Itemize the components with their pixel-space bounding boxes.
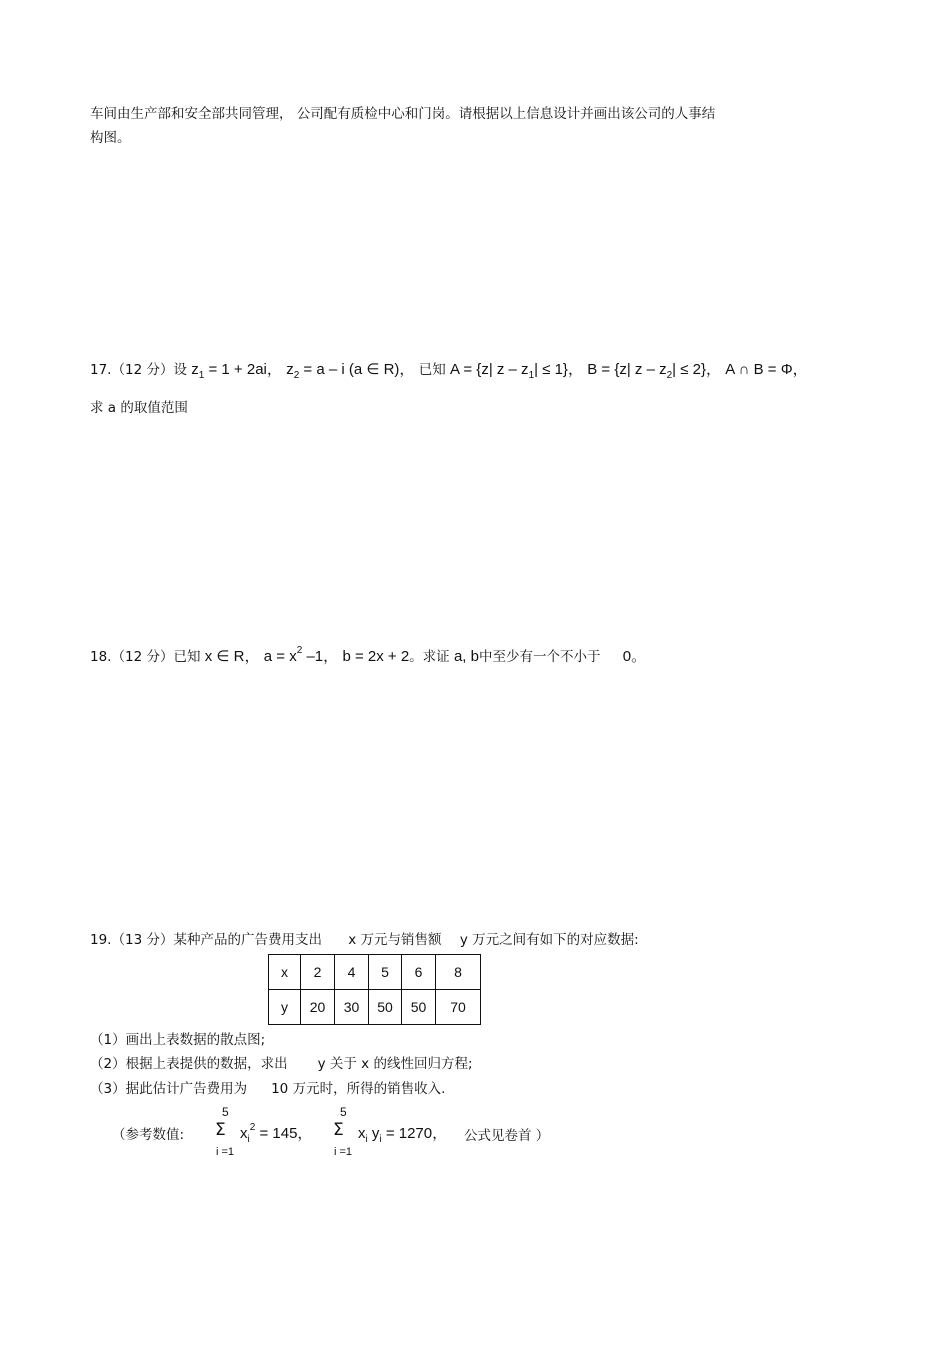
- q18-b-def: b = 2x + 2: [342, 648, 410, 665]
- table-cell: 30: [335, 990, 369, 1025]
- q19-sub2: （2）根据上表提供的数据，求出 y 关于 x 的线性回归方程;: [90, 1056, 473, 1072]
- table-header-x: x: [269, 955, 301, 990]
- sum2-sigma: Σ: [333, 1120, 344, 1140]
- q17-set-b: B = {z| $z - z_2| \le 2$}，: [587, 361, 721, 381]
- table-cell: 5: [369, 955, 402, 990]
- q18-zero: 0。: [622, 648, 647, 665]
- table-row-y: [269, 990, 481, 1025]
- q16-text-line1: 车间由生产部和安全部共同管理， 公司配有质检中心和门岗。请根据以上信息设计并画出该公司的人事结: [90, 106, 716, 122]
- q16-text-line2: 构图。: [90, 130, 131, 146]
- table-cell: 20: [301, 990, 335, 1025]
- q19-sub1: （1）画出上表数据的散点图;: [90, 1032, 266, 1048]
- data-table: [268, 954, 481, 1025]
- q18-number: 18.: [90, 649, 112, 665]
- q17-score: （12 分）设: [111, 362, 187, 378]
- table-cell: 2: [301, 955, 335, 990]
- q17-line1: [90, 360, 808, 382]
- q19-line1: [90, 930, 639, 950]
- q18-a-def: $a = x^2$ –1，: [263, 645, 339, 665]
- q17-known: 已知: [418, 362, 446, 378]
- q17-line2: 求 a 的取值范围: [90, 400, 188, 416]
- table-cell: 70: [436, 990, 481, 1025]
- q17-number: 17.: [90, 362, 112, 378]
- sum2-lower: i =1: [334, 1146, 353, 1158]
- q19-y-text: y 万元之间有如下的对应数据:: [459, 932, 639, 948]
- table-row-x: [269, 955, 481, 990]
- reference-tail: 公式见卷首 ）: [464, 1128, 550, 1144]
- table-cell: 50: [369, 990, 402, 1025]
- q18-tail: 中至少有一个不小于: [479, 649, 601, 665]
- q17-set-a: A = {z| $z - z_1| \le 1$}，: [450, 361, 583, 381]
- q19-text: （13 分）某种产品的广告费用支出: [111, 932, 322, 948]
- table-cell: 8: [436, 955, 481, 990]
- sum1-expression: $x_i^2 = 145$，: [240, 1122, 313, 1145]
- table-cell: 50: [402, 990, 436, 1025]
- sum1-sigma: Σ: [215, 1120, 226, 1140]
- q18-prove: 。求证: [409, 649, 450, 665]
- q18-ab: a, b: [453, 648, 479, 665]
- q18-condition: x ∈ R，: [204, 648, 260, 665]
- table-cell: 6: [402, 955, 436, 990]
- q19-sub3: （3）据此估计广告费用为 10 万元时，所得的销售收入.: [90, 1081, 446, 1097]
- sum1-lower: i =1: [216, 1146, 235, 1158]
- reference-label: （参考数值:: [112, 1127, 185, 1143]
- table-header-y: y: [269, 990, 301, 1025]
- q17-z1-eq: $z_1 = 1 + 2ai$，: [191, 361, 282, 381]
- table-cell: 4: [335, 955, 369, 990]
- q19-number: 19.: [90, 932, 112, 948]
- q18-line: [90, 647, 646, 669]
- sum2-expression: $x_i$ $y_i = 1270$，: [358, 1125, 448, 1145]
- sum2-upper: 5: [340, 1105, 347, 1119]
- q17-z2-eq: $z_2 = a - i$ (a ∈ R)，: [286, 361, 415, 381]
- q18-score: （12 分）已知: [111, 649, 201, 665]
- sum1-upper: 5: [222, 1105, 229, 1119]
- q19-x-text: x 万元与销售额: [348, 932, 442, 948]
- q17-intersection: A ∩ B = Φ，: [725, 361, 808, 378]
